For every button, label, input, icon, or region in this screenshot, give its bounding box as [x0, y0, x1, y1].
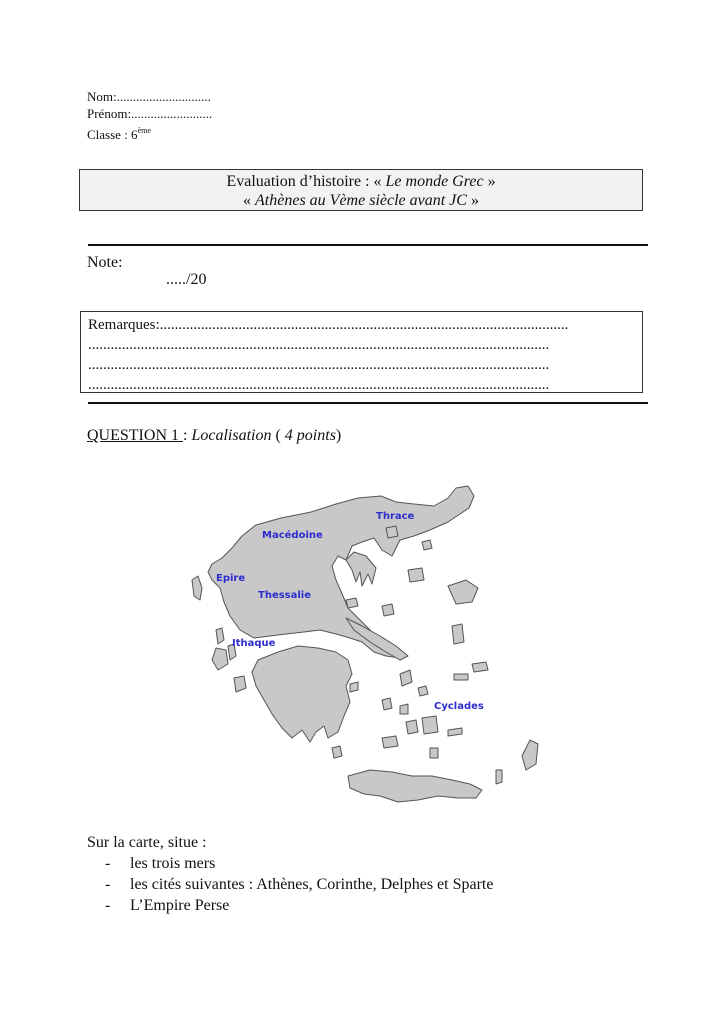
- ikaria: [454, 674, 468, 680]
- remarks-line: ...........................................................................................................................: [88, 337, 550, 353]
- milos: [382, 736, 398, 748]
- title-line-2: « Athènes au Vème siècle avant JC »: [243, 192, 479, 209]
- question-1-heading: QUESTION 1 : Localisation ( 4 points): [87, 427, 342, 444]
- remarks-line: ...........................................................................................................................: [88, 377, 550, 393]
- remarks-line: Remarques:.............................................................................................................: [88, 317, 569, 333]
- peloponnese: [252, 646, 352, 742]
- map-label-thrace: Thrace: [376, 511, 415, 522]
- amorgos: [448, 728, 462, 736]
- nom-field: Nom:.............................: [87, 89, 211, 104]
- question-topic: Localisation: [191, 427, 272, 444]
- lefkada: [216, 628, 224, 644]
- remarks-line: ...........................................................................................................................: [88, 357, 550, 373]
- list-item: - les trois mers: [105, 853, 493, 874]
- rhodes: [522, 740, 538, 770]
- question-number: QUESTION 1: [87, 427, 183, 444]
- thasos: [386, 526, 398, 538]
- kea: [382, 698, 392, 710]
- instructions-list: [87, 853, 493, 916]
- question-points: 4 points: [284, 427, 336, 444]
- title-box: [79, 169, 643, 211]
- tinos: [418, 686, 428, 696]
- map-label-epire: Epire: [216, 573, 246, 584]
- remarks-box: [80, 311, 643, 393]
- prenom-field: Prénom:.........................: [87, 106, 213, 121]
- corfu: [192, 576, 202, 600]
- instructions-intro: Sur la carte, situe :: [87, 834, 207, 851]
- divider-bottom: [88, 402, 648, 404]
- map-label-ithaque: Ithaque: [232, 638, 276, 649]
- syros: [400, 704, 408, 714]
- map-label-thessalie: Thessalie: [258, 590, 312, 601]
- greece-map: [186, 480, 546, 820]
- cephalonia: [212, 648, 228, 670]
- samos: [472, 662, 488, 672]
- list-item: - les cités suivantes : Athènes, Corinthe, Delphes et Sparte: [105, 874, 493, 895]
- kythira: [332, 746, 342, 758]
- sporades: [346, 598, 358, 608]
- classe-field: Classe : 6ème: [87, 126, 151, 142]
- map-label-macedoine: Macédoine: [262, 530, 323, 541]
- skyros: [382, 604, 394, 616]
- list-item: - L’Empire Perse: [105, 895, 493, 916]
- samothrace: [422, 540, 432, 550]
- crete: [348, 770, 482, 802]
- note-label: Note:: [87, 254, 123, 271]
- lesbos: [448, 580, 478, 604]
- note-score: ...../20: [166, 271, 207, 288]
- karpathos: [496, 770, 502, 784]
- instructions: [87, 832, 493, 916]
- thera: [430, 748, 438, 758]
- paros: [406, 720, 418, 734]
- zakynthos: [234, 676, 246, 692]
- andros: [400, 670, 412, 686]
- map-label-cyclades: Cyclades: [434, 701, 484, 712]
- aegina: [350, 682, 358, 692]
- student-info: [87, 88, 212, 143]
- title-line-1: Evaluation d’histoire : « Le monde Grec »: [226, 173, 496, 190]
- naxos: [422, 716, 438, 734]
- divider-top: [88, 244, 648, 246]
- chios: [452, 624, 464, 644]
- chalkidiki: [346, 552, 376, 586]
- lemnos: [408, 568, 424, 582]
- mainland-north: [208, 486, 474, 658]
